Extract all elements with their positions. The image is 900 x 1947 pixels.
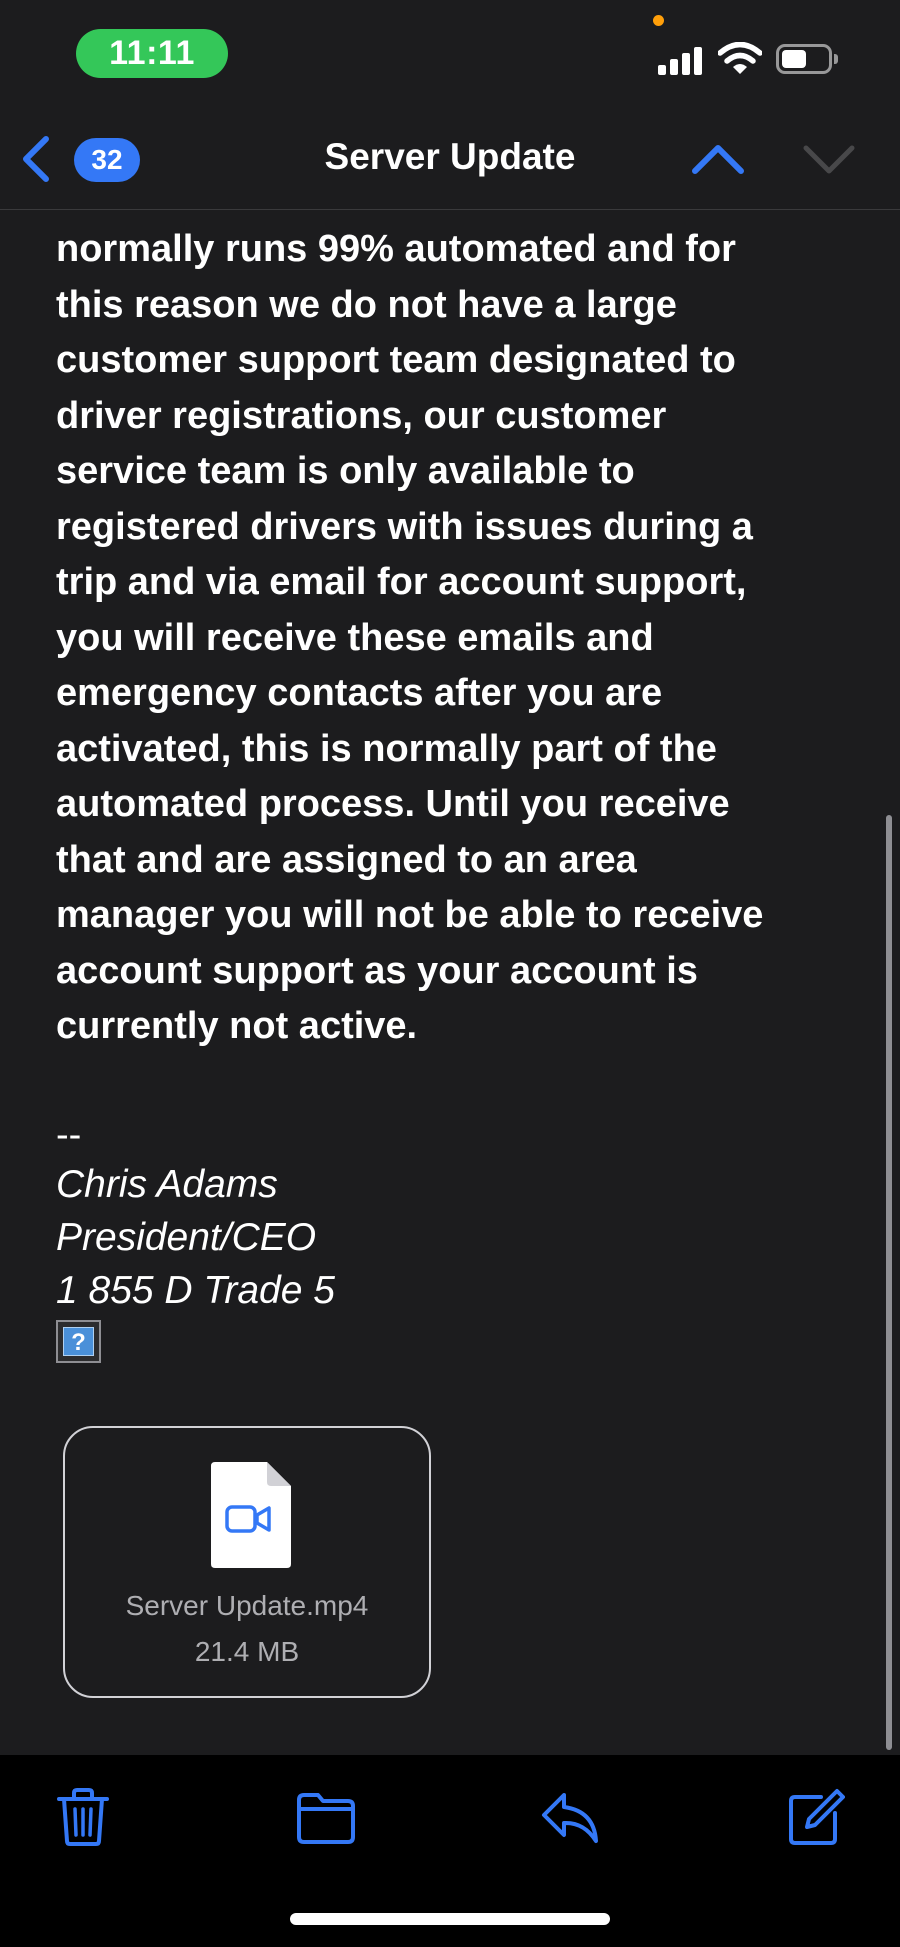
status-bar xyxy=(0,0,900,108)
body-line: account support as your account is xyxy=(56,949,698,992)
reply-icon[interactable] xyxy=(540,1787,600,1847)
attachment-filename: Server Update.mp4 xyxy=(125,1590,369,1621)
battery-icon xyxy=(776,44,838,74)
status-time[interactable]: 11:11 xyxy=(76,29,228,78)
body-line: trip and via email for account support, xyxy=(56,561,747,603)
body-line: manager you will not be able to receive xyxy=(56,894,764,936)
signature-role: President/CEO xyxy=(56,1216,317,1259)
up-chevron-icon[interactable] xyxy=(690,138,746,178)
down-chevron-icon xyxy=(801,138,857,178)
body-line: that and are assigned to an area xyxy=(56,838,637,881)
email-body[interactable] xyxy=(0,210,900,1755)
body-line: you will receive these emails and xyxy=(56,616,654,659)
back-chevron-icon[interactable] xyxy=(18,134,54,184)
folder-icon[interactable] xyxy=(296,1787,356,1847)
nav-bar xyxy=(0,108,900,210)
body-line: normally runs 99% automated and for xyxy=(56,228,736,270)
home-indicator[interactable] xyxy=(290,1913,610,1925)
attachment-card[interactable] xyxy=(63,1426,431,1698)
broken-image-placeholder: ? xyxy=(63,1327,94,1356)
compose-icon[interactable] xyxy=(785,1787,845,1847)
body-line: activated, this is normally part of the xyxy=(56,727,717,770)
body-line: automated process. Until you receive xyxy=(56,783,730,825)
camera-indicator-dot xyxy=(653,15,664,26)
signature-phone[interactable]: 1 855 D Trade 5 xyxy=(56,1269,335,1312)
signal-icon xyxy=(658,45,704,75)
body-line: driver registrations, our customer xyxy=(56,394,667,437)
back-count-badge[interactable]: 32 xyxy=(74,138,140,182)
body-line: customer support team designated to xyxy=(56,339,736,381)
body-line: service team is only available to xyxy=(56,450,635,492)
body-line: registered drivers with issues during a xyxy=(56,505,753,548)
email-body-text xyxy=(56,222,856,1055)
video-file-icon xyxy=(207,1462,291,1568)
trash-icon[interactable] xyxy=(53,1787,113,1847)
broken-image-icon[interactable] xyxy=(56,1320,101,1363)
signature-separator: -- xyxy=(56,1114,82,1156)
attachment-size: 21.4 MB xyxy=(194,1636,300,1667)
body-line: this reason we do not have a large xyxy=(56,283,677,326)
scroll-indicator[interactable] xyxy=(886,815,892,1750)
signature-name: Chris Adams xyxy=(56,1163,278,1206)
page-title: Server Update xyxy=(324,136,576,177)
body-line: emergency contacts after you are xyxy=(56,672,663,714)
body-line: currently not active. xyxy=(56,1005,418,1047)
wifi-icon xyxy=(718,42,762,76)
